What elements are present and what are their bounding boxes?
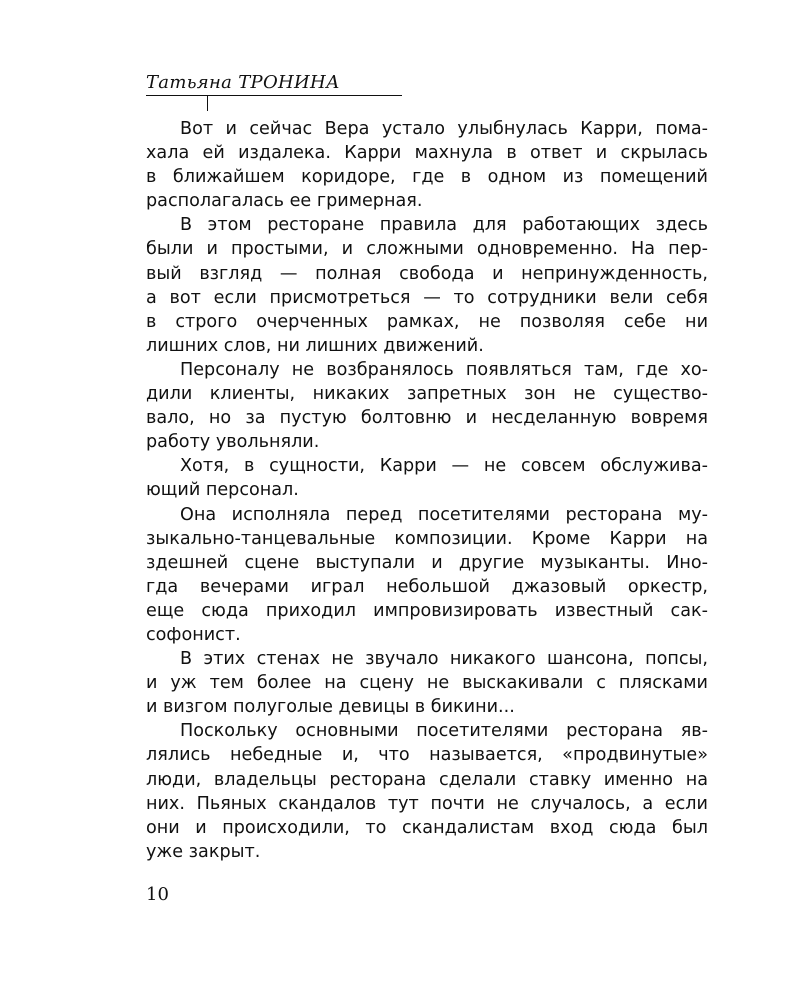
text-line: Вот и сейчас Вера устало улыбнулась Карри, пома- — [180, 119, 708, 139]
text-line: зыкально-танцевальные композиции. Кроме Карри на — [146, 528, 708, 549]
text-line: хала ей издалека. Карри махнула в ответ и скрылась — [146, 143, 708, 164]
text-line: лишних слов, ни лишних движений. — [146, 335, 484, 356]
text-line: уже закрыт. — [146, 841, 261, 862]
text-line: работу увольняли. — [146, 432, 320, 453]
text-line: вало, но за пустую болтовню и несделанную вовремя — [146, 408, 708, 429]
header-rule — [146, 95, 402, 96]
text-line: здешней сцене выступали и другие музыканты. Ино- — [146, 552, 708, 573]
text-line: них. Пьяных скандалов тут почти не случалось, а если — [146, 793, 708, 814]
body-text — [146, 117, 708, 864]
text-line: и уж тем более на сцену не выскакивали с плясками — [146, 673, 708, 694]
running-header-author: Татьяна ТРОНИНА — [146, 72, 340, 93]
text-line: Персоналу не возбранялось появляться там, где хо- — [180, 359, 708, 380]
text-line: В этом ресторане правила для работающих здесь — [180, 215, 708, 236]
text-line: и визгом полуголые девицы в бикини... — [146, 697, 515, 718]
text-line: лялись небедные и, что называется, «продвинутые» — [146, 745, 708, 766]
text-line: Она исполняла перед посетителями ресторана му- — [180, 504, 708, 525]
text-line: в строго очерченных рамках, не позволяя себе ни — [146, 311, 708, 332]
text-line: гда вечерами играл небольшой джазовый оркестр, — [146, 576, 708, 597]
header-tick — [207, 95, 208, 111]
text-line: они и происходили, то скандалистам вход сюда был — [146, 817, 708, 838]
text-line: В этих стенах не звучало никакого шансона, попсы, — [180, 649, 708, 670]
text-line: еще сюда приходил импровизировать известный сак- — [146, 600, 708, 621]
page-number: 10 — [146, 884, 169, 905]
text-line: а вот если присмотреться — то сотрудники вели себя — [146, 287, 708, 308]
text-line: были и простыми, и сложными одновременно. На пер- — [146, 239, 708, 260]
text-line: софонист. — [146, 624, 241, 645]
text-line: дили клиенты, никаких запретных зон не существо- — [146, 384, 708, 405]
text-line: вый взгляд — полная свобода и непринужденность, — [146, 263, 708, 284]
text-line: Поскольку основными посетителями ресторана яв- — [180, 721, 708, 742]
text-line: Хотя, в сущности, Карри — не совсем обслужива- — [180, 456, 708, 477]
text-line: располагалась ее гримерная. — [146, 191, 423, 212]
text-line: в ближайшем коридоре, где в одном из помещений — [146, 167, 708, 188]
text-line: люди, владельцы ресторана сделали ставку именно на — [146, 769, 708, 790]
text-line: ющий персонал. — [146, 480, 299, 501]
